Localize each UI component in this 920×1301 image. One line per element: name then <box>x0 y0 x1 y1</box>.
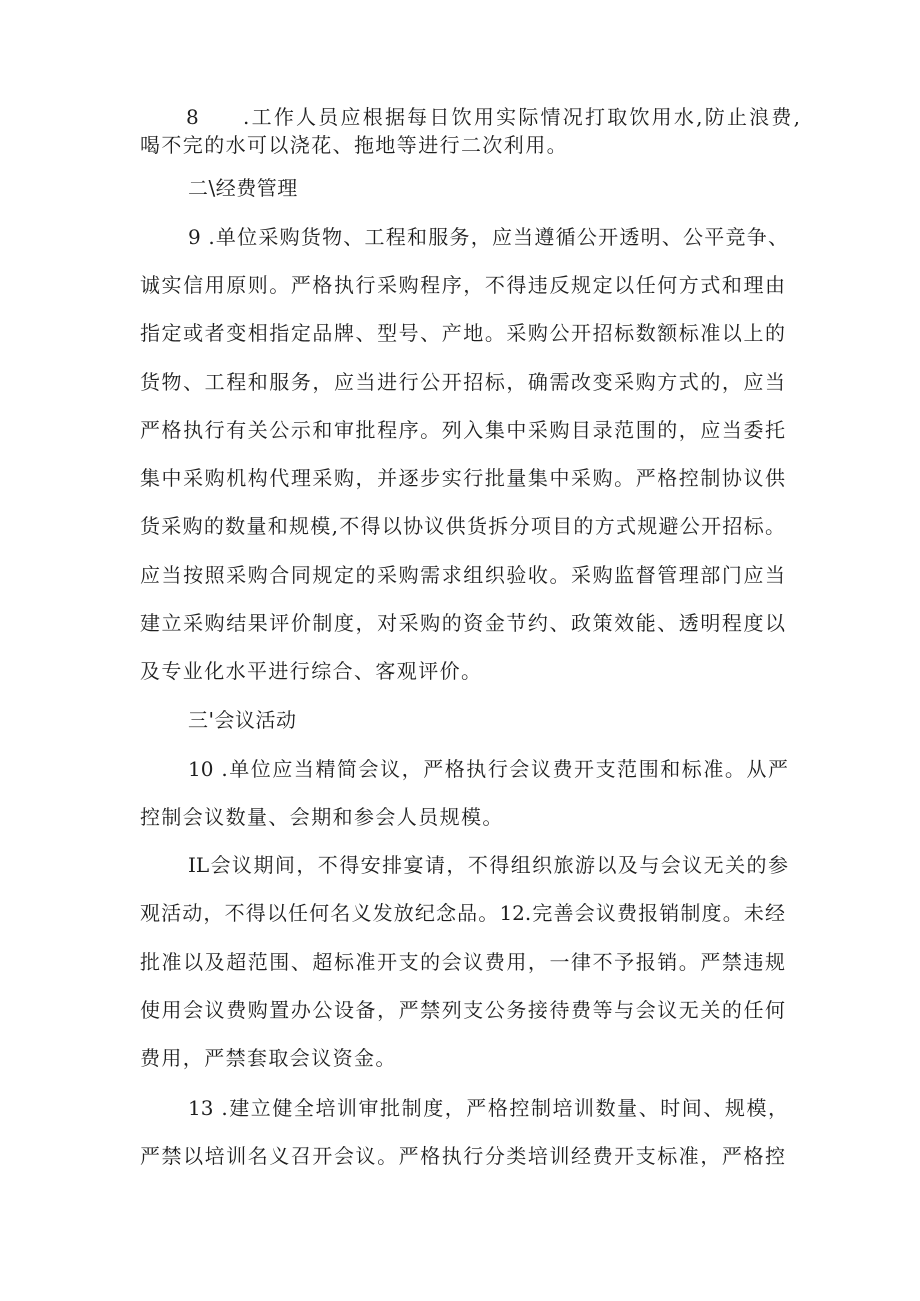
item-9-line: 应当按照采购合同规定的采购需求组织验收。采购监督管理部门应当 <box>140 563 785 587</box>
item-8-number: 8 <box>186 105 199 129</box>
item-11-line: IL会议期间，不得安排宴请，不得组织旅游以及与会议无关的参 <box>188 853 788 877</box>
item-8-line-2: 喝不完的水可以浇花、拖地等进行二次利用。 <box>140 133 568 157</box>
item-10-line: 控制会议数量、会期和参会人员规模。 <box>140 805 504 829</box>
item-9-line: 货物、工程和服务，应当进行公开招标，确需改变采购方式的，应当 <box>140 370 785 394</box>
item-8-line-1: .工作人员应根据每日饮用实际情况打取饮用水,防止浪费, <box>243 105 800 129</box>
item-9-line: 诚实信用原则。严格执行采购程序，不得违反规定以任何方式和理由 <box>140 273 785 297</box>
item-9-line: 指定或者变相指定品牌、型号、产地。采购公开招标数额标准以上的 <box>140 321 785 345</box>
item-13-line: 13 .建立健全培训审批制度，严格控制培训数量、时间、规模， <box>188 1096 788 1120</box>
item-11-line: 批准以及超范围、超标准开支的会议费用，一律不予报销。严禁违规 <box>140 950 785 974</box>
item-9-line: 严格执行有关公示和审批程序。列入集中采购目录范围的，应当委托 <box>140 418 785 442</box>
item-11-line: 费用，严禁套取会议资金。 <box>140 1046 397 1070</box>
section-heading-funds-management: 二\经费管理 <box>188 176 298 200</box>
item-10-line: 10 .单位应当精简会议，严格执行会议费开支范围和标准。从严 <box>188 757 788 781</box>
item-11-line: 观活动，不得以任何名义发放纪念品。12.完善会议费报销制度。未经 <box>140 901 785 925</box>
item-11-line: 使用会议费购置办公设备，严禁列支公务接待费等与会议无关的任何 <box>140 998 785 1022</box>
item-9-line: 及专业化水平进行综合、客观评价。 <box>140 659 483 683</box>
item-9-line: 9 .单位采购货物、工程和服务，应当遵循公开透明、公平竞争、 <box>188 225 788 249</box>
item-9-line: 货采购的数量和规模,不得以协议供货拆分项目的方式规避公开招标。 <box>140 514 785 538</box>
section-heading-meetings: 三'会议活动 <box>188 708 297 732</box>
item-13-line: 严禁以培训名义召开会议。严格执行分类培训经费开支标准，严格控 <box>140 1144 785 1168</box>
item-9-line: 建立采购结果评价制度，对采购的资金节约、政策效能、透明程度以 <box>140 611 785 635</box>
item-9-line: 集中采购机构代理采购，并逐步实行批量集中采购。严格控制协议供 <box>140 466 785 490</box>
